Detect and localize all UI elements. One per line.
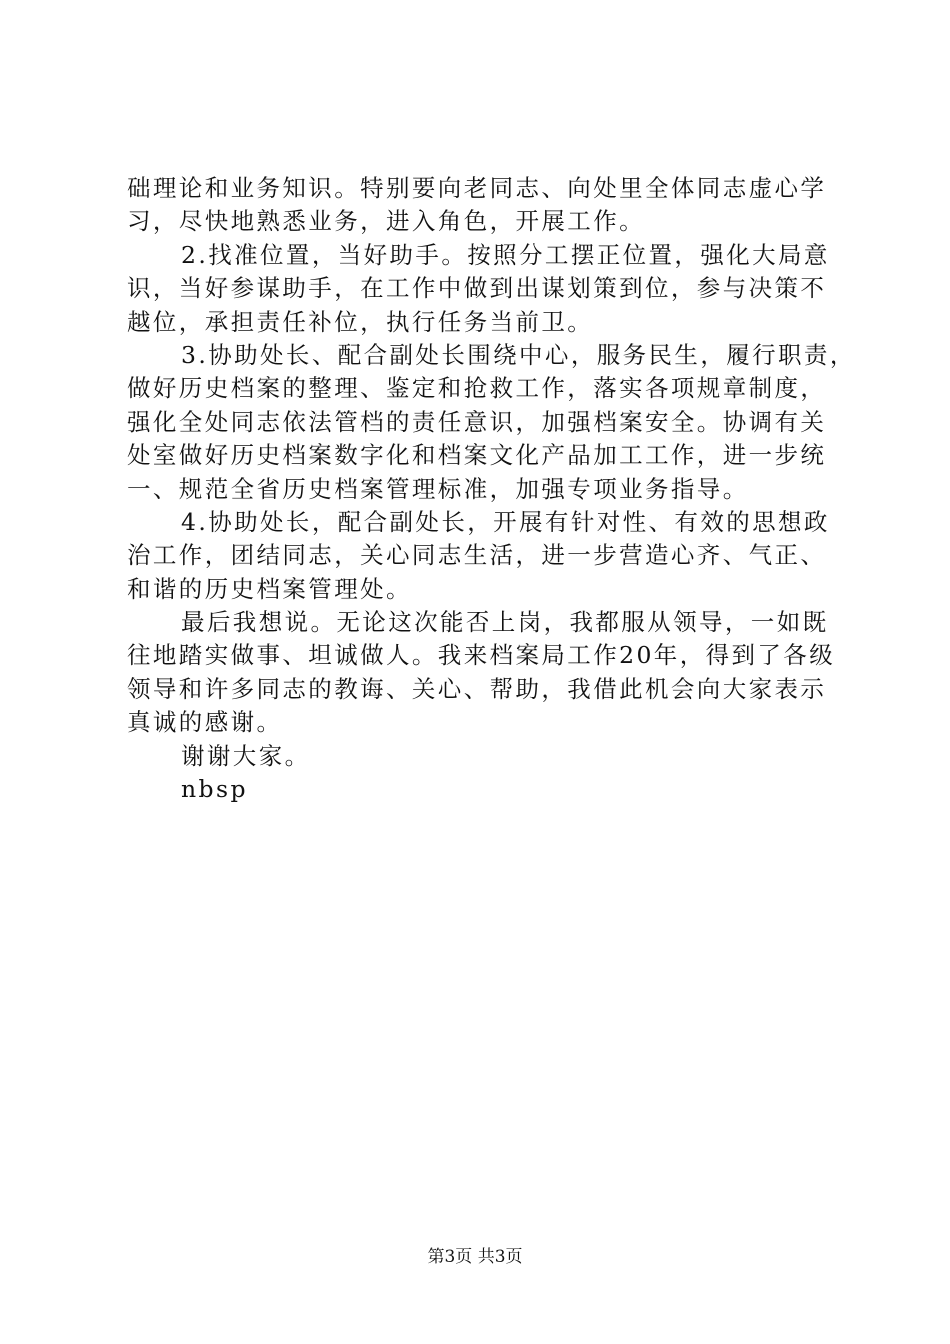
body-line: 做好历史档案的整理、鉴定和抢救工作，落实各项规章制度， <box>127 374 827 403</box>
body-line: 领导和许多同志的教诲、关心、帮助，我借此机会向大家表示 <box>127 674 827 703</box>
body-line: 和谐的历史档案管理处。 <box>127 574 412 603</box>
body-line: 识，当好参谋助手，在工作中做到出谋划策到位，参与决策不 <box>127 274 827 303</box>
document-body <box>127 172 856 806</box>
body-line: 谢谢大家。 <box>181 741 311 770</box>
body-line: 往地踏实做事、坦诚做人。我来档案局工作20年，得到了各级 <box>127 641 836 670</box>
body-line: 4.协助处长，配合副处长，开展有针对性、有效的思想政 <box>181 507 830 536</box>
body-line: 最后我想说。无论这次能否上岗，我都服从领导，一如既 <box>181 608 829 637</box>
body-line: 强化全处同志依法管档的责任意识，加强档案安全。协调有关 <box>127 407 827 436</box>
body-line: 3.协助处长、配合副处长围绕中心，服务民生，履行职责， <box>181 340 856 369</box>
body-line: nbsp <box>181 775 248 804</box>
body-line: 一、规范全省历史档案管理标准，加强专项业务指导。 <box>127 474 749 503</box>
body-line: 治工作，团结同志，关心同志生活，进一步营造心齐、气正、 <box>127 541 827 570</box>
body-line: 习，尽快地熟悉业务，进入角色，开展工作。 <box>127 207 645 236</box>
page-number-footer: 第3页 共3页 <box>427 1247 523 1267</box>
body-line: 础理论和业务知识。特别要向老同志、向处里全体同志虚心学 <box>127 174 827 202</box>
body-line: 2.找准位置，当好助手。按照分工摆正位置，强化大局意 <box>181 240 830 269</box>
body-line: 越位，承担责任补位，执行任务当前卫。 <box>127 307 594 336</box>
body-line: 处室做好历史档案数字化和档案文化产品加工工作，进一步统 <box>127 441 827 470</box>
body-line: 真诚的感谢。 <box>127 708 283 737</box>
